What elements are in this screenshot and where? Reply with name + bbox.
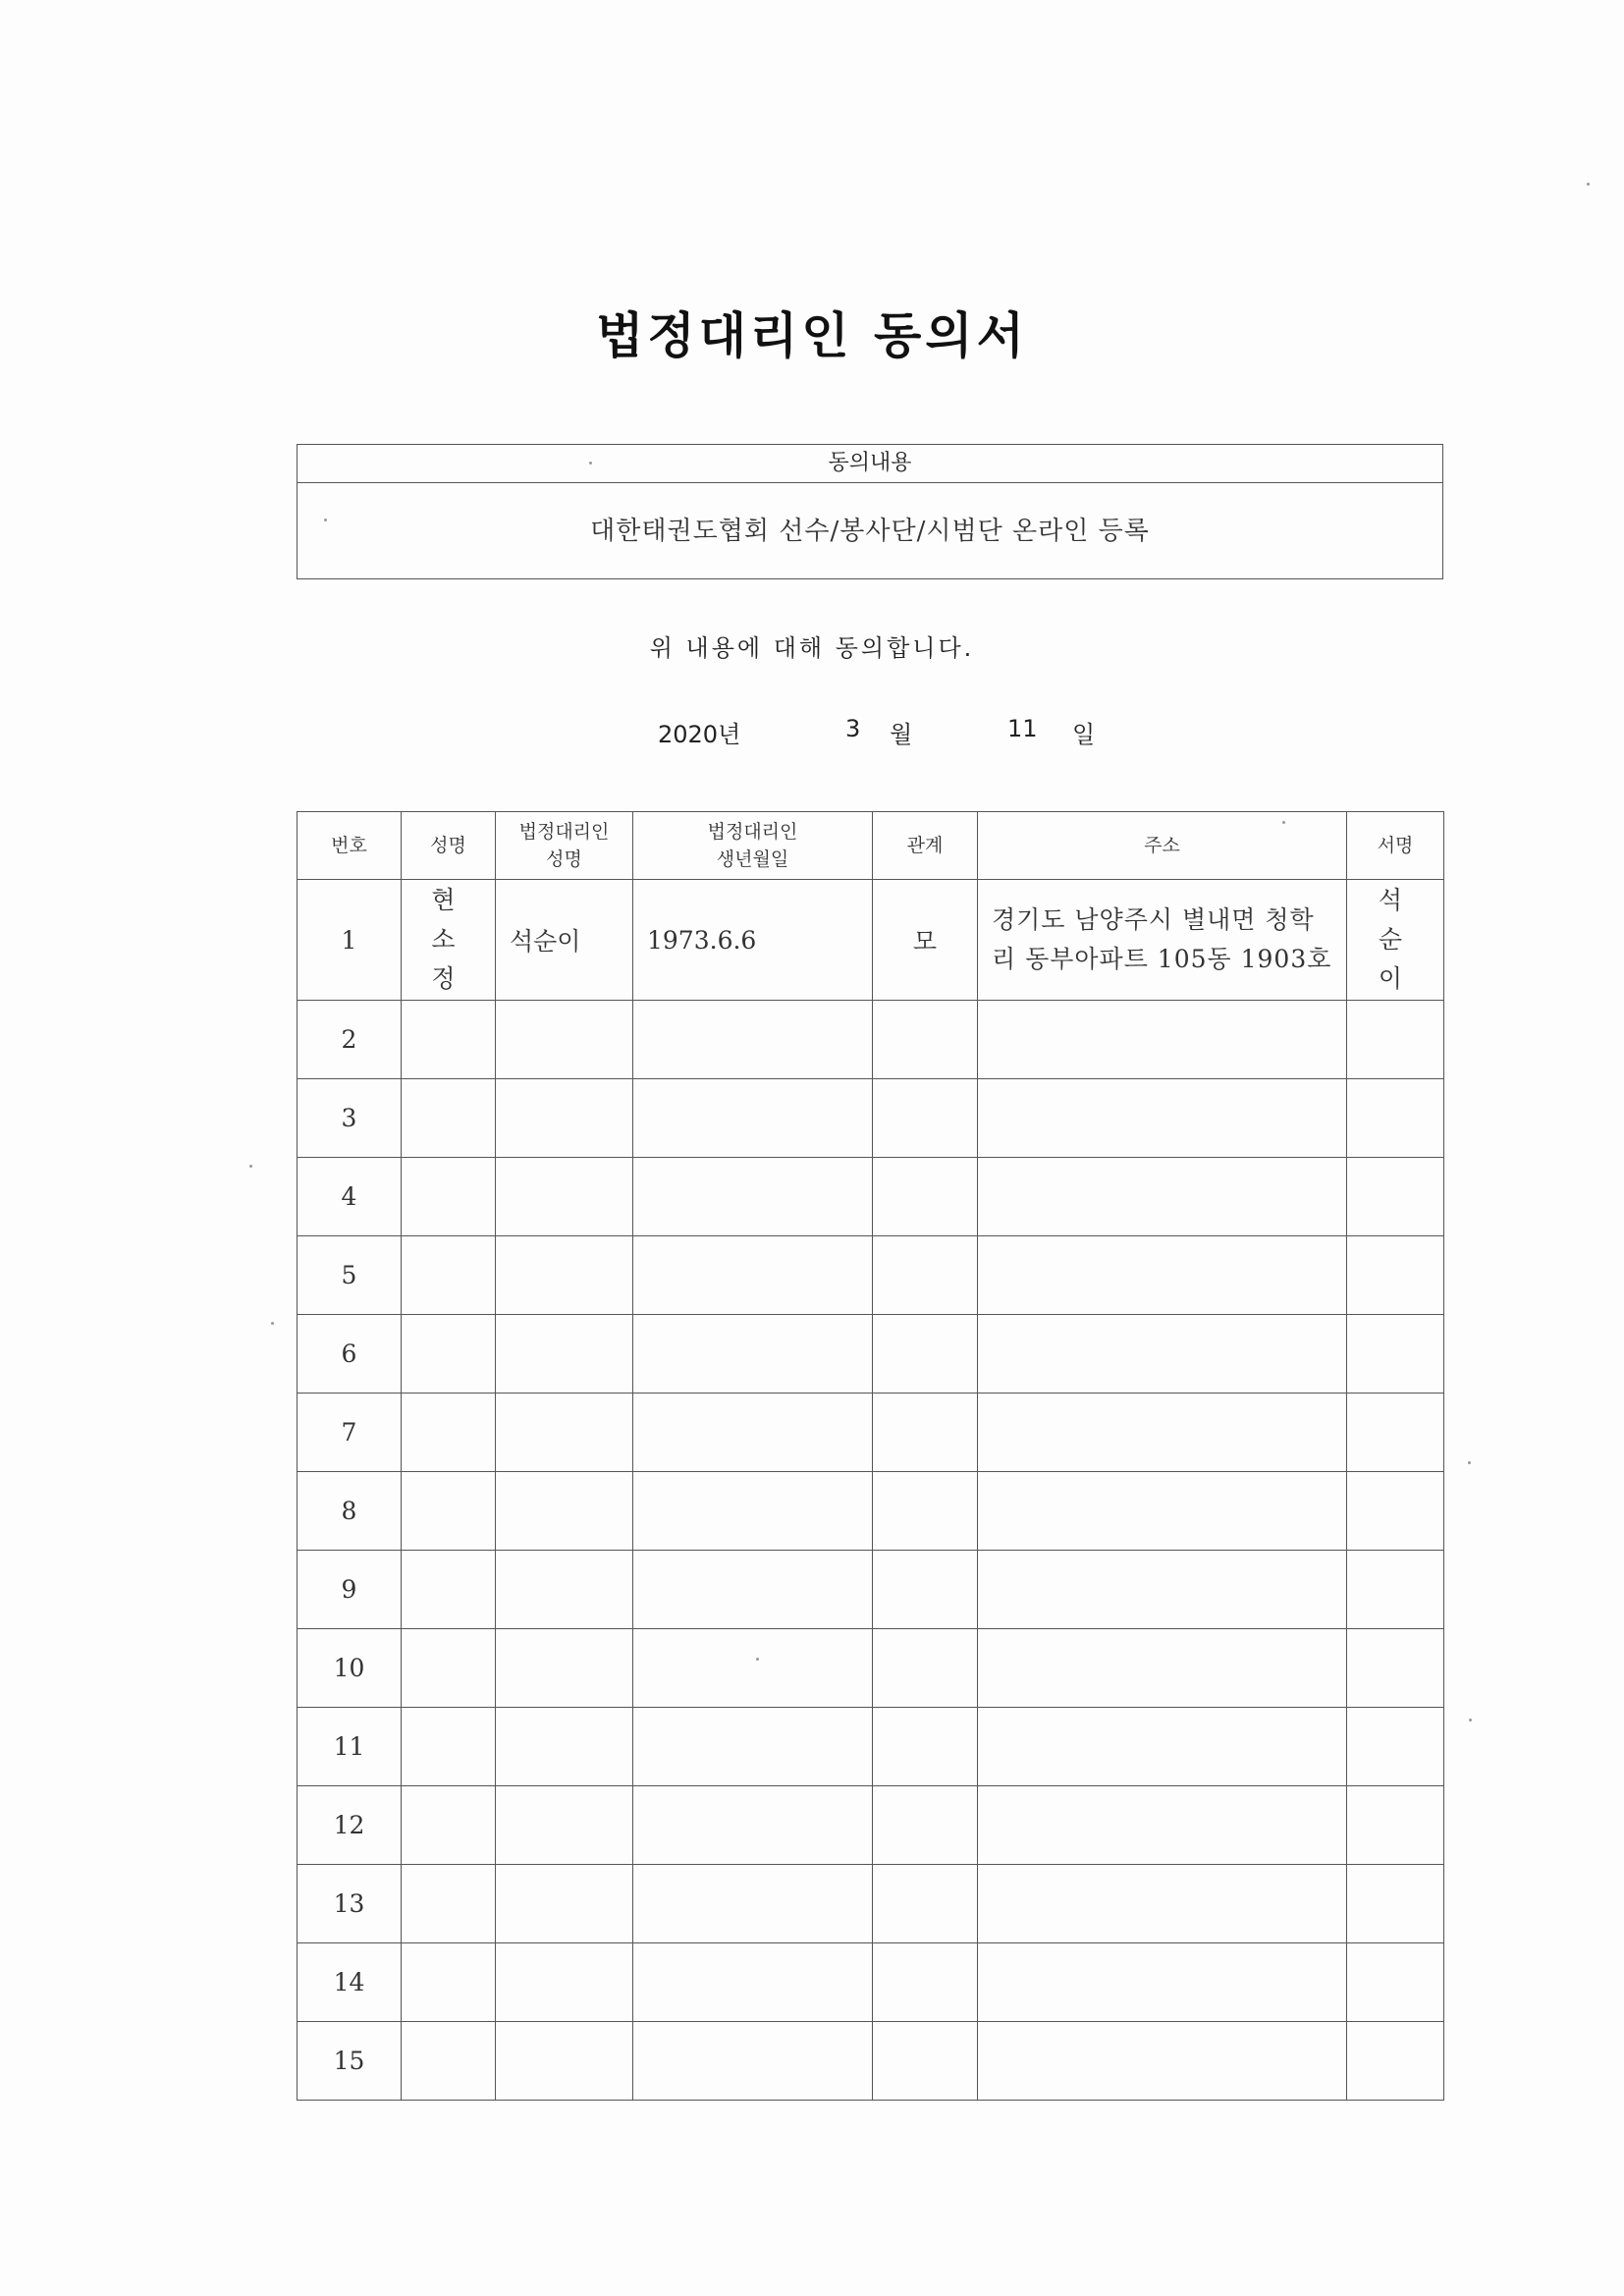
cell-relation [873,1236,978,1315]
table-row [298,1236,1444,1315]
cell-guardian-birth [633,1943,873,2022]
cell-guardian-birth [633,1079,873,1158]
cell-number: 7 [298,1394,402,1472]
cell-signature [1347,1315,1444,1394]
cell-guardian-birth [633,1629,873,1708]
cell-relation [873,1708,978,1786]
date-month-label: 월 [890,721,913,748]
cell-signature [1347,1943,1444,2022]
cell-guardian-birth [633,1786,873,1865]
cell-guardian-name [496,2022,633,2101]
cell-guardian-birth [633,1394,873,1472]
table-row [298,1786,1444,1865]
cell-signature [1347,1629,1444,1708]
cell-relation [873,1001,978,1079]
date-month-value: 3 [845,715,861,742]
scan-speck [1468,1461,1471,1464]
cell-signature [1347,1158,1444,1236]
cell-guardian-birth [633,1551,873,1629]
scan-speck [249,1165,252,1168]
cell-guardian-name [496,1865,633,1943]
cell-address [978,1001,1347,1079]
date-day-label: 일 [1072,721,1096,748]
cell-signature [1347,1865,1444,1943]
cell-name [402,2022,496,2101]
cell-guardian-birth [633,1158,873,1236]
cell-guardian-name: 석순이 [496,880,633,1001]
registration-table [297,811,1444,2101]
cell-number: 9 [298,1551,402,1629]
header-signature: 서명 [1347,812,1444,880]
cell-address [978,1158,1347,1236]
date-day-value: 11 [1007,715,1038,742]
scan-speck [324,519,327,521]
table-row [298,1708,1444,1786]
consent-box [297,444,1443,579]
cell-guardian-name [496,1394,633,1472]
cell-guardian-birth [633,1315,873,1394]
cell-address [978,2022,1347,2101]
cell-guardian-name [496,1079,633,1158]
cell-signature [1347,1079,1444,1158]
cell-relation [873,1629,978,1708]
cell-name [402,1472,496,1551]
cell-number: 13 [298,1865,402,1943]
cell-address [978,1394,1347,1472]
table-row [298,2022,1444,2101]
header-relation: 관계 [873,812,978,880]
cell-relation [873,1551,978,1629]
table-header-row [298,812,1444,880]
table-row [298,1943,1444,2022]
cell-guardian-name [496,1629,633,1708]
header-address: 주소 [978,812,1347,880]
cell-name [402,1315,496,1394]
cell-address [978,1865,1347,1943]
cell-relation [873,1865,978,1943]
cell-number: 5 [298,1236,402,1315]
cell-name [402,1708,496,1786]
scan-speck [1282,821,1285,824]
cell-guardian-name [496,1315,633,1394]
cell-signature [1347,1472,1444,1551]
table-row [298,1472,1444,1551]
cell-address [978,1786,1347,1865]
cell-name [402,1394,496,1472]
scan-speck [1587,183,1590,186]
header-number: 번호 [298,812,402,880]
cell-address [978,1708,1347,1786]
header-guardian-birth [633,812,873,880]
cell-signature [1347,1236,1444,1315]
cell-guardian-name [496,1551,633,1629]
header-guardian-name-line1: 법정대리인 [518,821,610,843]
cell-guardian-name [496,1786,633,1865]
cell-signature [1347,2022,1444,2101]
cell-number: 10 [298,1629,402,1708]
cell-number: 11 [298,1708,402,1786]
cell-address [978,1236,1347,1315]
cell-guardian-birth [633,1708,873,1786]
cell-name [402,1551,496,1629]
cell-name [402,1001,496,1079]
table-row [298,1001,1444,1079]
table-row [298,1394,1444,1472]
cell-name [402,1236,496,1315]
cell-guardian-birth [633,1472,873,1551]
cell-guardian-name [496,1236,633,1315]
table-row [298,1629,1444,1708]
cell-signature [1347,1551,1444,1629]
cell-address [978,1472,1347,1551]
cell-address [978,1315,1347,1394]
header-guardian-name-line2: 성명 [546,848,582,870]
cell-number: 12 [298,1786,402,1865]
cell-guardian-name [496,1001,633,1079]
table-row [298,1865,1444,1943]
cell-number: 3 [298,1079,402,1158]
table-row [298,1158,1444,1236]
cell-guardian-birth [633,1236,873,1315]
cell-signature [1347,1708,1444,1786]
date-row [0,715,1624,754]
cell-number: 1 [298,880,402,1001]
cell-relation [873,1315,978,1394]
header-guardian-name [496,812,633,880]
cell-number: 2 [298,1001,402,1079]
cell-guardian-birth [633,1865,873,1943]
cell-relation [873,1158,978,1236]
cell-address [978,1943,1347,2022]
cell-name [402,1629,496,1708]
cell-guardian-name [496,1708,633,1786]
table-row [298,1551,1444,1629]
header-guardian-birth-line2: 생년월일 [716,848,789,870]
consent-header: 동의내용 [298,445,1442,483]
scan-speck [589,462,592,465]
cell-guardian-birth: 1973.6.6 [633,880,873,1001]
cell-guardian-birth [633,1001,873,1079]
scan-speck [271,1322,274,1325]
cell-guardian-birth [633,2022,873,2101]
header-guardian-birth-line1: 법정대리인 [707,821,798,843]
cell-address [978,1629,1347,1708]
cell-name [402,1786,496,1865]
cell-number: 14 [298,1943,402,2022]
table-row [298,880,1444,1001]
cell-name [402,1079,496,1158]
cell-signature [1347,1394,1444,1472]
scan-speck [756,1658,759,1661]
cell-address [978,1551,1347,1629]
scan-speck [1469,1719,1472,1722]
cell-name [402,1865,496,1943]
cell-name [402,1158,496,1236]
cell-relation [873,1394,978,1472]
cell-name: 현 소 정 [402,880,496,1001]
cell-relation: 모 [873,880,978,1001]
cell-number: 6 [298,1315,402,1394]
cell-number: 4 [298,1158,402,1236]
cell-signature [1347,1001,1444,1079]
cell-relation [873,1079,978,1158]
cell-number: 15 [298,2022,402,2101]
table-row [298,1315,1444,1394]
cell-relation [873,1786,978,1865]
cell-name [402,1943,496,2022]
consent-body: 대한태권도협회 선수/봉사단/시범단 온라인 등록 [590,517,1150,546]
cell-guardian-name [496,1158,633,1236]
cell-guardian-name [496,1472,633,1551]
cell-relation [873,1943,978,2022]
cell-relation [873,2022,978,2101]
header-name: 성명 [402,812,496,880]
agree-statement: 위 내용에 대해 동의합니다. [649,634,975,662]
date-year: 2020년 [658,721,741,748]
document-title: 법정대리인 동의서 [596,307,1028,364]
cell-guardian-name [496,1943,633,2022]
cell-number: 8 [298,1472,402,1551]
cell-address: 경기도 남양주시 별내면 청학리 동부아파트 105동 1903호 [978,880,1347,1001]
cell-signature: 석 순 이 [1347,880,1444,1001]
cell-address [978,1079,1347,1158]
table-row [298,1079,1444,1158]
cell-signature [1347,1786,1444,1865]
cell-relation [873,1472,978,1551]
